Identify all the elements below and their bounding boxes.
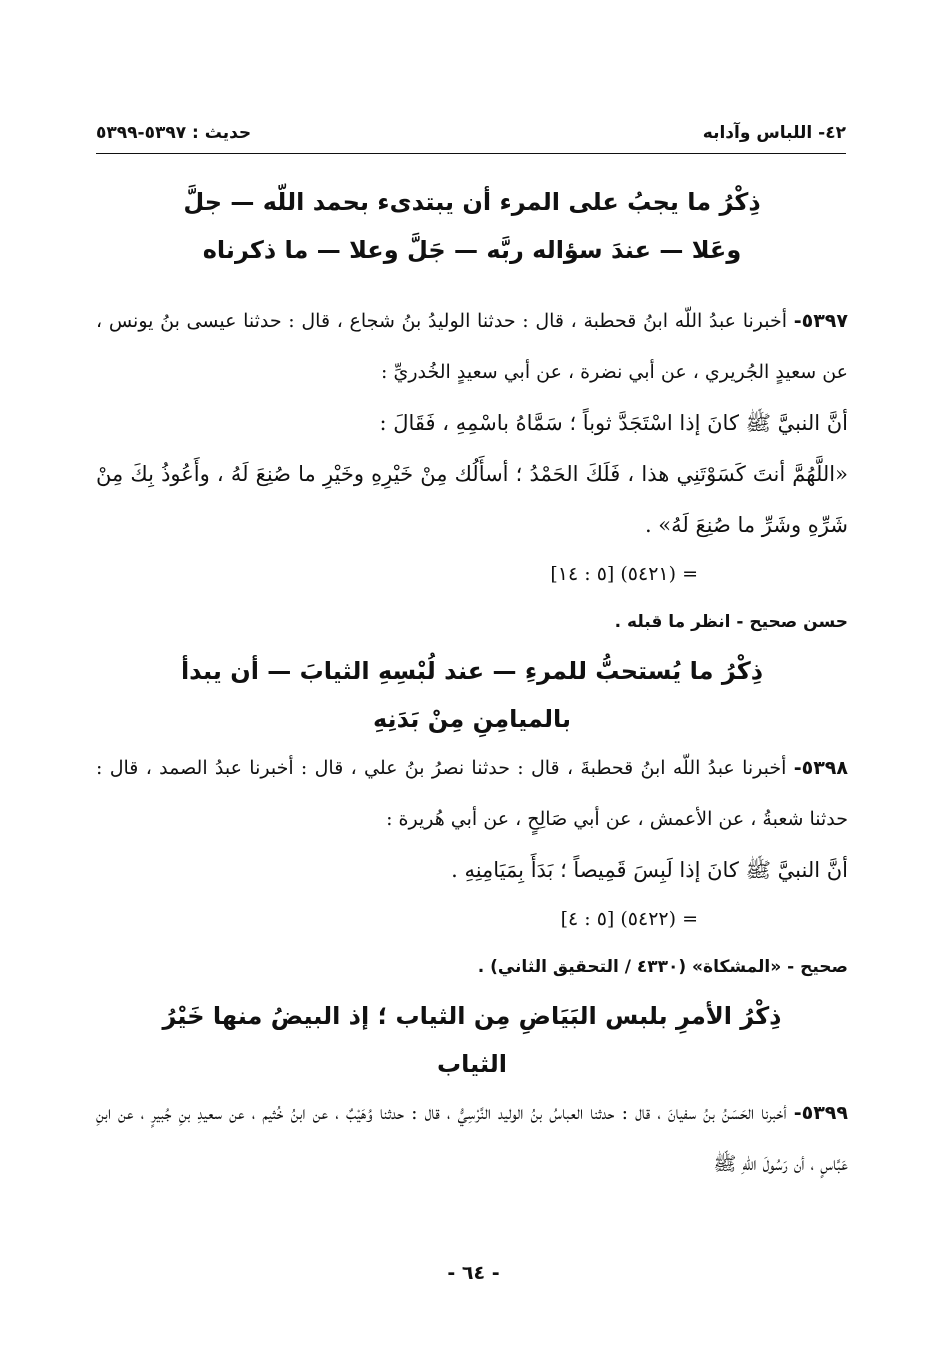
section-heading-line: ذِكْرُ ما يجبُ على المرء أن يبتدىء بحمد اللّه — جلَّ bbox=[183, 188, 761, 216]
hadith-supplication: «اللَّهُمَّ أنتَ كَسَوْتَنِي هذا ، فَلَكَ الحَمْدُ ؛ أسأَلُك مِنْ خَيْرِهِ وخَيْرِ ما صُنِعَ لَهُ ، وأَعُوذُ بِكَ مِنْ شَرِّهِ وشَرِّ ما صُنِعَ لَهُ» . bbox=[96, 462, 848, 537]
hadith-reference: = (٥٤٢٢) [٥ : ٤] bbox=[560, 908, 698, 930]
page-number: - ٦٤ - bbox=[447, 1262, 500, 1284]
hadith-number: ٥٣٩٨- bbox=[793, 757, 848, 779]
section-heading bbox=[96, 647, 848, 743]
hadith-isnad bbox=[96, 296, 848, 398]
hadith-number: ٥٣٩٩- bbox=[793, 1102, 848, 1124]
hadith-reference: = (٥٤٢١) [٥ : ١٤] bbox=[550, 563, 698, 585]
isnad-text: أخبرنا عبدُ اللّه ابنُ قحطبة ، قال : حدثنا الوليدُ بنُ شجاع ، قال : حدثنا عيسى بنُ يونس ، عن سعيدٍ الجُريري ، عن أبي نضرة ، عن أبي سعيدٍ الخُدريِّ : bbox=[96, 310, 848, 383]
section-heading-line: الثياب bbox=[437, 1050, 507, 1078]
hadith-matn: أنَّ النبيَّ ﷺ كانَ إذا لَبِسَ قَمِيصاً ؛ بَدَأَ بِمَيَامِنِهِ . bbox=[451, 858, 848, 882]
page-body bbox=[96, 178, 848, 1190]
isnad-text: أخبرنا عبدُ اللّه ابنُ قحطبةَ ، قال : حدثنا نصرُ بنُ علي ، قال : أخبرنا عبدُ الصمد ، قال : حدثنا شعبةُ ، عن الأعمش ، عن أبي صَالِحٍ ، عن أبي هُريرة : bbox=[96, 757, 848, 830]
chapter-title: ٤٢- اللباس وآدابه bbox=[702, 123, 846, 143]
section-heading bbox=[96, 992, 848, 1088]
hadith-isnad bbox=[96, 743, 848, 845]
hadith-grade: حسن صحيح - انظر ما قبله . bbox=[614, 612, 848, 632]
running-header bbox=[96, 116, 846, 150]
hadith-number: ٥٣٩٧- bbox=[793, 310, 848, 332]
section-heading bbox=[96, 178, 848, 296]
section-heading-line: وعَلا — عندَ سؤاله ربَّه — جَلَّ وعلا — ما ذكرناه bbox=[202, 236, 742, 264]
header-rule bbox=[96, 153, 846, 154]
section-heading-line: بالميامِنِ مِنْ بَدَنِهِ bbox=[373, 705, 571, 733]
hadith-matn: أنَّ النبيَّ ﷺ كانَ إذا اسْتَجَدَّ ثوباً ؛ سَمَّاهُ باسْمِهِ ، فَقَالَ : bbox=[379, 411, 848, 435]
isnad-text: أخبرنا الحَسَنُ بنُ سفيانَ ، قال : حدثنا العباسُ بنُ الوليد النَّرْسِيُّ ، قال : حدثنا وُهَيْبٌ ، عن ابنُ خُثيم ، عن سعيدِ بنِ جُبيرٍ ، عن ابنِ عَبَّاسٍ ، أن رَسُولَ اللّهِ ﷺ bbox=[96, 1102, 848, 1175]
hadith-isnad bbox=[96, 1088, 848, 1190]
hadith-range: حديث : ٥٣٩٧-٥٣٩٩ bbox=[96, 123, 252, 143]
section-heading-line: ذِكْرُ الأمرِ بلبس البَيَاضِ مِن الثياب ؛ إذ البيضُ منها خَيْرُ bbox=[162, 1002, 782, 1030]
hadith-grade: صحيح - «المشكاة» (٤٣٣٠ / التحقيق الثاني) . bbox=[477, 957, 848, 977]
section-heading-line: ذِكْرُ ما يُستحبُّ للمرءِ — عند لُبْسِهِ الثيابَ — أن يبدأ bbox=[180, 657, 764, 685]
